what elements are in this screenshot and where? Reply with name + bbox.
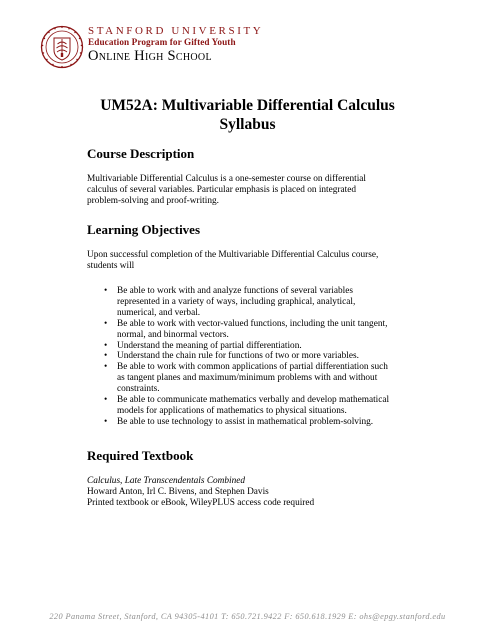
document-title: [0, 96, 495, 134]
course-description-line: calculus of several variables. Particular emphasis is placed on integrated: [87, 185, 356, 195]
bullet-icon: •: [104, 362, 108, 373]
list-item-line: constraints.: [117, 384, 160, 395]
list-item-line: Be able to work with and analyze functions of several variables: [117, 286, 353, 296]
bullet-icon: •: [104, 340, 108, 351]
list-item-line: Be able to work with common applications of partial differentiation such: [117, 362, 388, 373]
bullet-icon: •: [104, 395, 108, 406]
list-item-line: numerical, and verbal.: [117, 307, 201, 318]
required-textbook-heading: Required Textbook: [87, 448, 194, 463]
course-description-line: problem-solving and proof-writing.: [87, 196, 219, 206]
book-authors: Howard Anton, Irl C. Bivens, and Stephen Davis: [87, 487, 269, 497]
list-item-line: Understand the chain rule for functions of two or more variables.: [117, 351, 359, 362]
bullet-icon: •: [104, 318, 108, 329]
list-item: [87, 395, 427, 417]
list-item-line: Understand the meaning of partial differentiation.: [117, 340, 302, 351]
list-item: [87, 319, 427, 341]
list-item: [87, 341, 427, 352]
contact-footer: 220 Panama Street, Stanford, CA 94305-4101 T: 650.721.9422 F: 650.618.1929 E: ohs@epgy.stanford.edu: [49, 612, 446, 621]
program-name: Education Program for Gifted Youth: [88, 37, 236, 47]
list-item: [87, 417, 427, 428]
bullet-icon: •: [104, 416, 108, 427]
list-item: [87, 351, 427, 362]
course-description-heading: Course Description: [87, 146, 195, 161]
learning-objectives-intro: [87, 250, 427, 272]
list-item-line: normal, and binormal vectors.: [117, 329, 229, 340]
bullet-icon: •: [104, 351, 108, 362]
list-item: [87, 286, 427, 319]
list-item-line: represented in a variety of ways, including graphical, analytical,: [117, 296, 356, 307]
intro-line: students will: [87, 261, 135, 271]
school-name: Online High School: [88, 48, 212, 64]
list-item-line: Be able to work with vector-valued functions, including the unit tangent,: [117, 318, 388, 329]
title-line-1: UM52A: Multivariable Differential Calculus: [100, 97, 395, 114]
objectives-list: [87, 286, 427, 428]
bullet-icon: •: [104, 286, 108, 296]
course-description-text: [87, 174, 427, 207]
list-item-line: models for applications of mathematics to physical situations.: [117, 405, 347, 416]
book-title: Calculus, Late Transcendentals Combined: [87, 476, 246, 486]
book-format: Printed textbook or eBook, WileyPLUS access code required: [87, 498, 315, 508]
title-line-2: Syllabus: [219, 116, 276, 133]
course-description-line: Multivariable Differential Calculus is a one-semester course on differential: [87, 174, 366, 184]
list-item-line: Be able to communicate mathematics verbally and develop mathematical: [117, 395, 390, 406]
list-item-line: as tangent planes and maximum/minimum problems with and without: [117, 373, 378, 384]
textbook-details: [87, 476, 427, 509]
stanford-seal-icon: [40, 24, 84, 74]
list-item: [87, 362, 427, 395]
list-item-line: Be able to use technology to assist in mathematical problem-solving.: [117, 416, 374, 427]
school-logo: [40, 24, 340, 80]
university-name: STANFORD UNIVERSITY: [88, 25, 264, 37]
learning-objectives-heading: Learning Objectives: [87, 222, 201, 237]
intro-line: Upon successful completion of the Multivariable Differential Calculus course,: [87, 250, 379, 260]
